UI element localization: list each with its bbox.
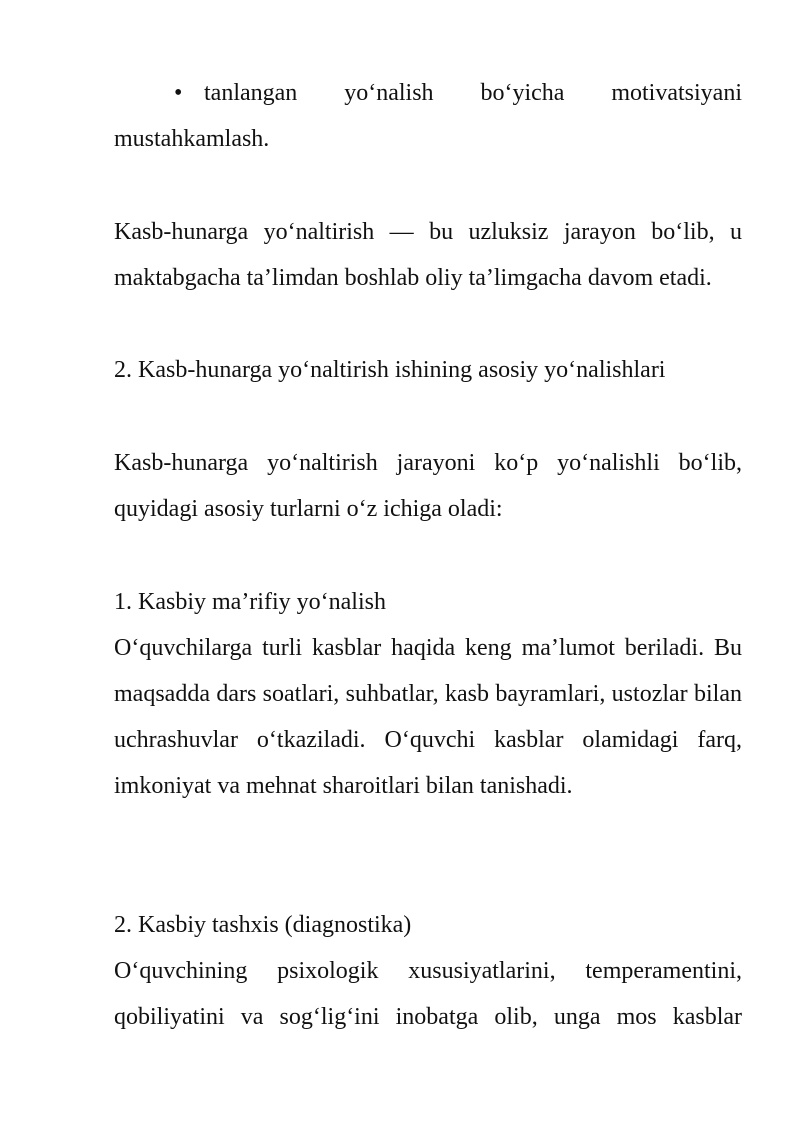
paragraph-continuous-process: Kasb-hunarga yo‘naltirish — bu uzluksiz jarayon bo‘lib, u maktabgacha ta’limdan boshlab oliy ta’limgacha davom etadi. — [114, 219, 742, 291]
bullet-marker: • — [174, 80, 183, 106]
bullet-text: tanlangan yo‘nalish bo‘yicha motivatsiyani mustahkamlash. — [114, 80, 742, 152]
item2-body: O‘quvchining psixologik xususiyatlarini, temperamentini, qobiliyatini va sog‘lig‘ini inobatga olib, unga mos kasblar — [114, 958, 742, 1030]
paragraph-intro: Kasb-hunarga yo‘naltirish jarayoni ko‘p yo‘nalishli bo‘lib, quyidagi asosiy turlarni o‘z ichiga oladi: — [114, 450, 742, 522]
bullet-item — [114, 70, 742, 162]
item2-heading: 2. Kasbiy tashxis (diagnostika) — [114, 912, 412, 938]
item1-heading: 1. Kasbiy ma’rifiy yo‘nalish — [114, 589, 386, 615]
item1-body: O‘quvchilarga turli kasblar haqida keng ma’lumot beriladi. Bu maqsadda dars soatlari, suhbatlar, kasb bayramlari, ustozlar bilan uchrashuvlar o‘tkaziladi. O‘quvchi kasblar olamidagi farq, imkoniyat va mehnat sharoitlari bilan tanishadi. — [114, 635, 742, 799]
section-heading: 2. Kasb-hunarga yo‘naltirish ishining asosiy yo‘nalishlari — [114, 357, 666, 383]
